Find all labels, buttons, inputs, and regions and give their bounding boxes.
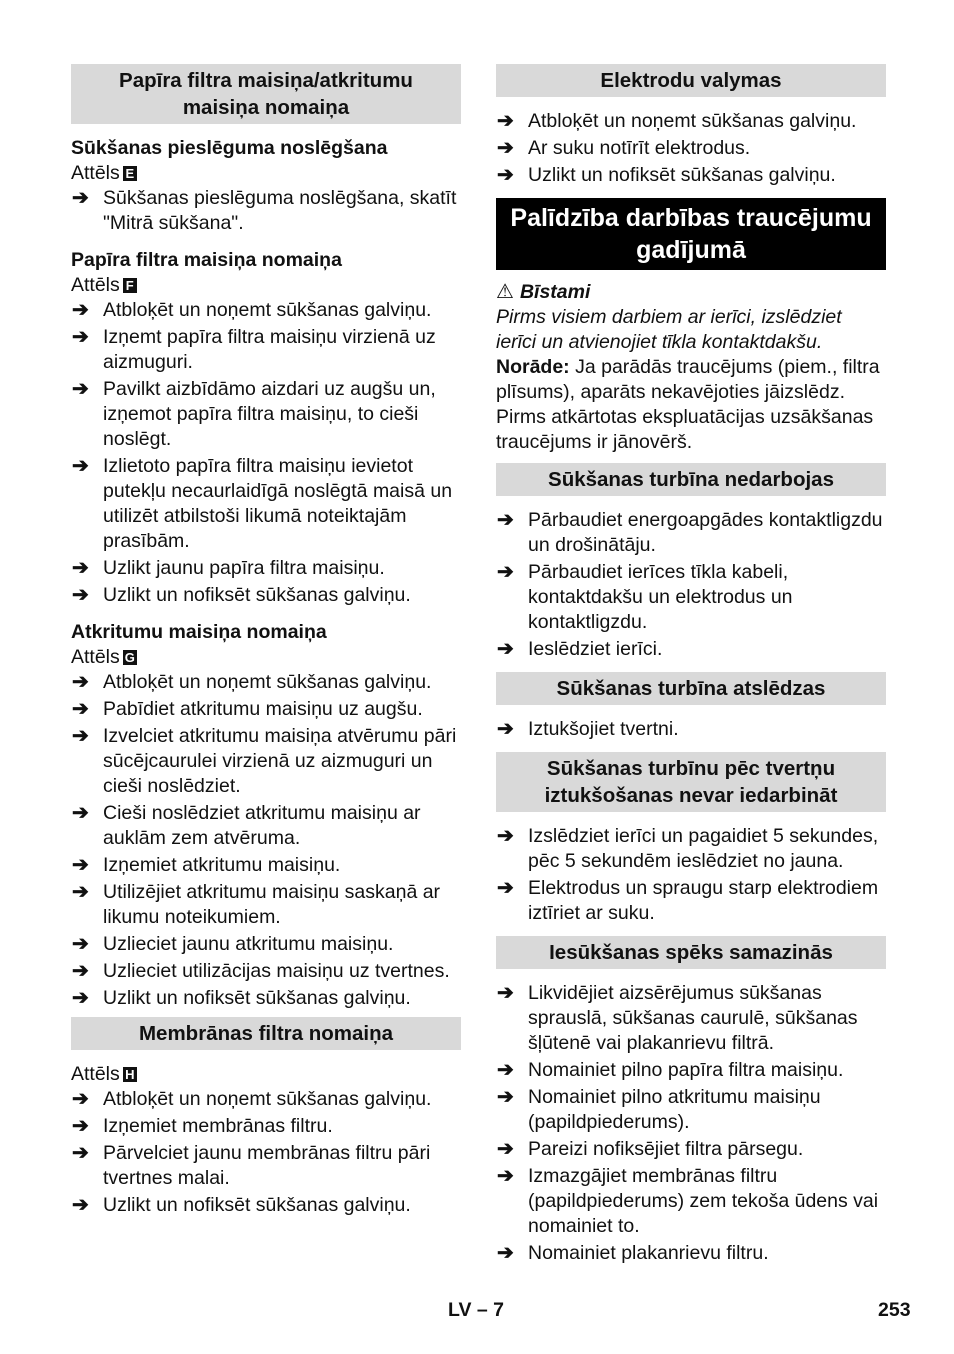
list-item xyxy=(496,637,886,662)
section-heading-membrane-filter: Membrānas filtra nomaiņa xyxy=(71,1017,461,1050)
list-item xyxy=(496,876,886,926)
list-item xyxy=(496,136,886,161)
list-item xyxy=(71,454,461,554)
list-item xyxy=(71,298,461,323)
section-heading-turbine-cannot-start: Sūkšanas turbīnu pēc tvertņu iztukšošanas nevar iedarbināt xyxy=(496,752,886,812)
arrow-bullet-icon: ➔ xyxy=(72,933,89,955)
list-item-text: Uzlikt un nofiksēt sūkšanas galviņu. xyxy=(103,584,411,606)
arrow-bullet-icon: ➔ xyxy=(72,725,89,747)
arrow-bullet-icon: ➔ xyxy=(497,1059,514,1081)
arrow-bullet-icon: ➔ xyxy=(497,137,514,159)
arrow-bullet-icon: ➔ xyxy=(72,671,89,693)
instruction-list xyxy=(71,670,461,1011)
list-item xyxy=(496,109,886,134)
figure-reference: Attēls G xyxy=(71,646,135,668)
arrow-bullet-icon: ➔ xyxy=(497,718,514,740)
list-item xyxy=(71,1141,461,1191)
list-item-text: Atbloķēt un noņemt sūkšanas galviņu. xyxy=(103,671,432,693)
arrow-bullet-icon: ➔ xyxy=(497,1242,514,1264)
arrow-bullet-icon: ➔ xyxy=(497,638,514,660)
list-item xyxy=(496,717,886,742)
list-item-text: Pārbaudiet energoapgādes kontaktligzdu un drošinātāju. xyxy=(528,509,883,556)
note-label: Norāde: xyxy=(496,356,570,378)
figure-letter-badge: E xyxy=(123,166,137,181)
arrow-bullet-icon: ➔ xyxy=(72,1194,89,1216)
figure-letter-badge: G xyxy=(124,650,135,665)
arrow-bullet-icon: ➔ xyxy=(497,561,514,583)
instruction-list xyxy=(496,824,886,926)
list-item xyxy=(71,670,461,695)
list-item xyxy=(496,1164,886,1239)
list-item-text: Iztukšojiet tvertni. xyxy=(528,718,679,740)
list-item xyxy=(71,377,461,452)
list-item-text: Atbloķēt un noņemt sūkšanas galviņu. xyxy=(103,1088,432,1110)
list-item-text: Pabīdiet atkritumu maisiņu uz augšu. xyxy=(103,698,423,720)
arrow-bullet-icon: ➔ xyxy=(72,378,89,400)
arrow-bullet-icon: ➔ xyxy=(497,877,514,899)
arrow-bullet-icon: ➔ xyxy=(497,164,514,186)
list-item-text: Nomainiet pilno papīra filtra maisiņu. xyxy=(528,1059,844,1081)
arrow-bullet-icon: ➔ xyxy=(497,1138,514,1160)
list-item-text: Uzlikt jaunu papīra filtra maisiņu. xyxy=(103,557,385,579)
note-paragraph: Norāde: Ja parādās traucējums (piem., filtra plīsums), aparāts nekavējoties jāizslēdz. Pirms atkārtotas ekspluatācijas uzsākšanas traucējums ir jānovērš. xyxy=(496,356,880,453)
list-item xyxy=(71,880,461,930)
instruction-list xyxy=(496,109,886,188)
list-item xyxy=(496,1085,886,1135)
warning-text: Pirms visiem darbiem ar ierīci, izslēdziet ierīci un atvienojiet tīkla kontaktdakšu. xyxy=(496,306,842,353)
list-item-text: Uzlieciet jaunu atkritumu maisiņu. xyxy=(103,933,394,955)
warning-heading: ⚠ Bīstami xyxy=(496,281,591,303)
list-item-text: Izslēdziet ierīci un pagaidiet 5 sekundes, pēc 5 sekundēm ieslēdziet no jauna. xyxy=(528,825,879,872)
list-item-text: Uzlieciet utilizācijas maisiņu uz tvertnes. xyxy=(103,960,450,982)
arrow-bullet-icon: ➔ xyxy=(497,110,514,132)
list-item xyxy=(71,724,461,799)
figure-letter-badge: F xyxy=(123,278,137,293)
section-heading-turbine-not-working: Sūkšanas turbīna nedarbojas xyxy=(496,463,886,496)
arrow-bullet-icon: ➔ xyxy=(72,584,89,606)
instruction-list xyxy=(496,717,886,742)
arrow-bullet-icon: ➔ xyxy=(497,1165,514,1187)
arrow-bullet-icon: ➔ xyxy=(72,802,89,824)
list-item xyxy=(71,801,461,851)
list-item-text: Pavilkt aizbīdāmo aizdari uz augšu un, izņemot papīra filtra maisiņu, to cieši noslēgt. xyxy=(103,378,436,450)
left-column xyxy=(71,64,461,1220)
list-item xyxy=(496,508,886,558)
arrow-bullet-icon: ➔ xyxy=(72,960,89,982)
figure-reference: Attēls H xyxy=(71,1062,461,1087)
list-item xyxy=(71,1114,461,1139)
instruction-list xyxy=(71,1087,461,1218)
list-item xyxy=(496,163,886,188)
list-item xyxy=(71,853,461,878)
list-item xyxy=(71,583,461,608)
arrow-bullet-icon: ➔ xyxy=(72,698,89,720)
arrow-bullet-icon: ➔ xyxy=(497,509,514,531)
arrow-bullet-icon: ➔ xyxy=(72,1115,89,1137)
list-item-text: Pārvelciet jaunu membrānas filtru pāri tvertnes malai. xyxy=(103,1142,431,1189)
right-column xyxy=(496,64,886,1268)
list-item xyxy=(71,959,461,984)
instruction-list xyxy=(496,508,886,662)
section-heading-turbine-switches-off: Sūkšanas turbīna atslēdzas xyxy=(496,672,886,705)
figure-reference: Attēls F xyxy=(71,273,461,298)
list-item-text: Uzlikt un nofiksēt sūkšanas galviņu. xyxy=(103,1194,411,1216)
arrow-bullet-icon: ➔ xyxy=(72,987,89,1009)
list-item xyxy=(71,186,461,236)
list-item xyxy=(496,824,886,874)
list-item xyxy=(71,556,461,581)
figure-letter-badge: H xyxy=(123,1067,137,1082)
list-item-text: Izņemiet atkritumu maisiņu. xyxy=(103,854,341,876)
warning-triangle-icon: ⚠ xyxy=(496,281,514,303)
instruction-list xyxy=(71,298,461,608)
list-item-text: Nomainiet plakanrievu filtru. xyxy=(528,1242,769,1264)
instruction-list xyxy=(71,186,461,236)
list-item-text: Utilizējiet atkritumu maisiņu saskaņā ar likumu noteikumiem. xyxy=(103,881,441,928)
list-item-text: Izņemt papīra filtra maisiņu virzienā uz aizmuguri. xyxy=(103,326,436,373)
list-item xyxy=(71,986,461,1011)
list-item-text: Izvelciet atkritumu maisiņa atvērumu pāri sūcējcaurulei virzienā uz aizmuguri un cieši noslēdziet. xyxy=(103,725,457,797)
section-heading-electrode-cleaning: Elektrodu valymas xyxy=(496,64,886,97)
chapter-heading-troubleshooting: Palīdzība darbības traucējumu gadījumā xyxy=(496,198,886,270)
arrow-bullet-icon: ➔ xyxy=(497,825,514,847)
subheading-paper-filter-change: Papīra filtra maisiņa nomaiņa xyxy=(71,249,342,271)
list-item xyxy=(71,1087,461,1112)
list-item xyxy=(71,697,461,722)
list-item xyxy=(496,560,886,635)
arrow-bullet-icon: ➔ xyxy=(497,1086,514,1108)
arrow-bullet-icon: ➔ xyxy=(72,1142,89,1164)
list-item-text: Elektrodus un spraugu starp elektrodiem iztīriet ar suku. xyxy=(528,877,879,924)
list-item-text: Izlietoto papīra filtra maisiņu ievietot putekļu necaurlaidīgā noslēgtā maisā un utilizēt atbilstoši likumā noteiktajām prasībām. xyxy=(103,455,453,552)
list-item xyxy=(496,981,886,1056)
figure-reference: Attēls E xyxy=(71,161,461,186)
list-item-text: Likvidējiet aizsērējumus sūkšanas sprauslā, sūkšanas caurulē, sūkšanas šļūtenē vai plakanrievu filtrā. xyxy=(528,982,858,1054)
arrow-bullet-icon: ➔ xyxy=(72,1088,89,1110)
list-item-text: Atbloķēt un noņemt sūkšanas galviņu. xyxy=(528,110,857,132)
list-item-text: Pārbaudiet ierīces tīkla kabeli, kontaktdakšu un elektrodus un kontaktligzdu. xyxy=(528,561,793,633)
arrow-bullet-icon: ➔ xyxy=(72,326,89,348)
arrow-bullet-icon: ➔ xyxy=(72,187,89,209)
list-item-text: Uzlikt un nofiksēt sūkšanas galviņu. xyxy=(103,987,411,1009)
arrow-bullet-icon: ➔ xyxy=(72,455,89,477)
list-item-text: Ar suku notīrīt elektrodus. xyxy=(528,137,751,159)
list-item-text: Sūkšanas pieslēguma noslēgšana, skatīt "Mitrā sūkšana". xyxy=(103,187,457,234)
arrow-bullet-icon: ➔ xyxy=(72,299,89,321)
arrow-bullet-icon: ➔ xyxy=(72,881,89,903)
list-item xyxy=(496,1241,886,1266)
subheading-waste-bag-change: Atkritumu maisiņa nomaiņa xyxy=(71,621,327,643)
list-item xyxy=(496,1058,886,1083)
list-item xyxy=(71,325,461,375)
list-item xyxy=(496,1137,886,1162)
list-item-text: Pareizi nofiksējiet filtra pārsegu. xyxy=(528,1138,804,1160)
list-item-text: Cieši noslēdziet atkritumu maisiņu ar auklām zem atvēruma. xyxy=(103,802,421,849)
arrow-bullet-icon: ➔ xyxy=(72,557,89,579)
list-item-text: Ieslēdziet ierīci. xyxy=(528,638,663,660)
list-item xyxy=(71,932,461,957)
section-heading-suction-power-decreases: Iesūkšanas spēks samazinās xyxy=(496,936,886,969)
section-heading-paper-filter: Papīra filtra maisiņa/atkritumu maisiņa nomaiņa xyxy=(71,64,461,124)
instruction-list xyxy=(496,981,886,1266)
arrow-bullet-icon: ➔ xyxy=(72,854,89,876)
list-item xyxy=(71,1193,461,1218)
list-item-text: Nomainiet pilno atkritumu maisiņu (papildpiederums). xyxy=(528,1086,821,1133)
footer-page-number: 253 xyxy=(878,1299,911,1321)
list-item-text: Atbloķēt un noņemt sūkšanas galviņu. xyxy=(103,299,432,321)
footer-language-page: LV – 7 xyxy=(448,1299,504,1321)
arrow-bullet-icon: ➔ xyxy=(497,982,514,1004)
list-item-text: Uzlikt un nofiksēt sūkšanas galviņu. xyxy=(528,164,836,186)
subheading-suction-connection: Sūkšanas pieslēguma noslēgšana xyxy=(71,137,388,159)
list-item-text: Izņemiet membrānas filtru. xyxy=(103,1115,333,1137)
list-item-text: Izmazgājiet membrānas filtru (papildpiederums) zem tekoša ūdens vai nomainiet to. xyxy=(528,1165,879,1237)
